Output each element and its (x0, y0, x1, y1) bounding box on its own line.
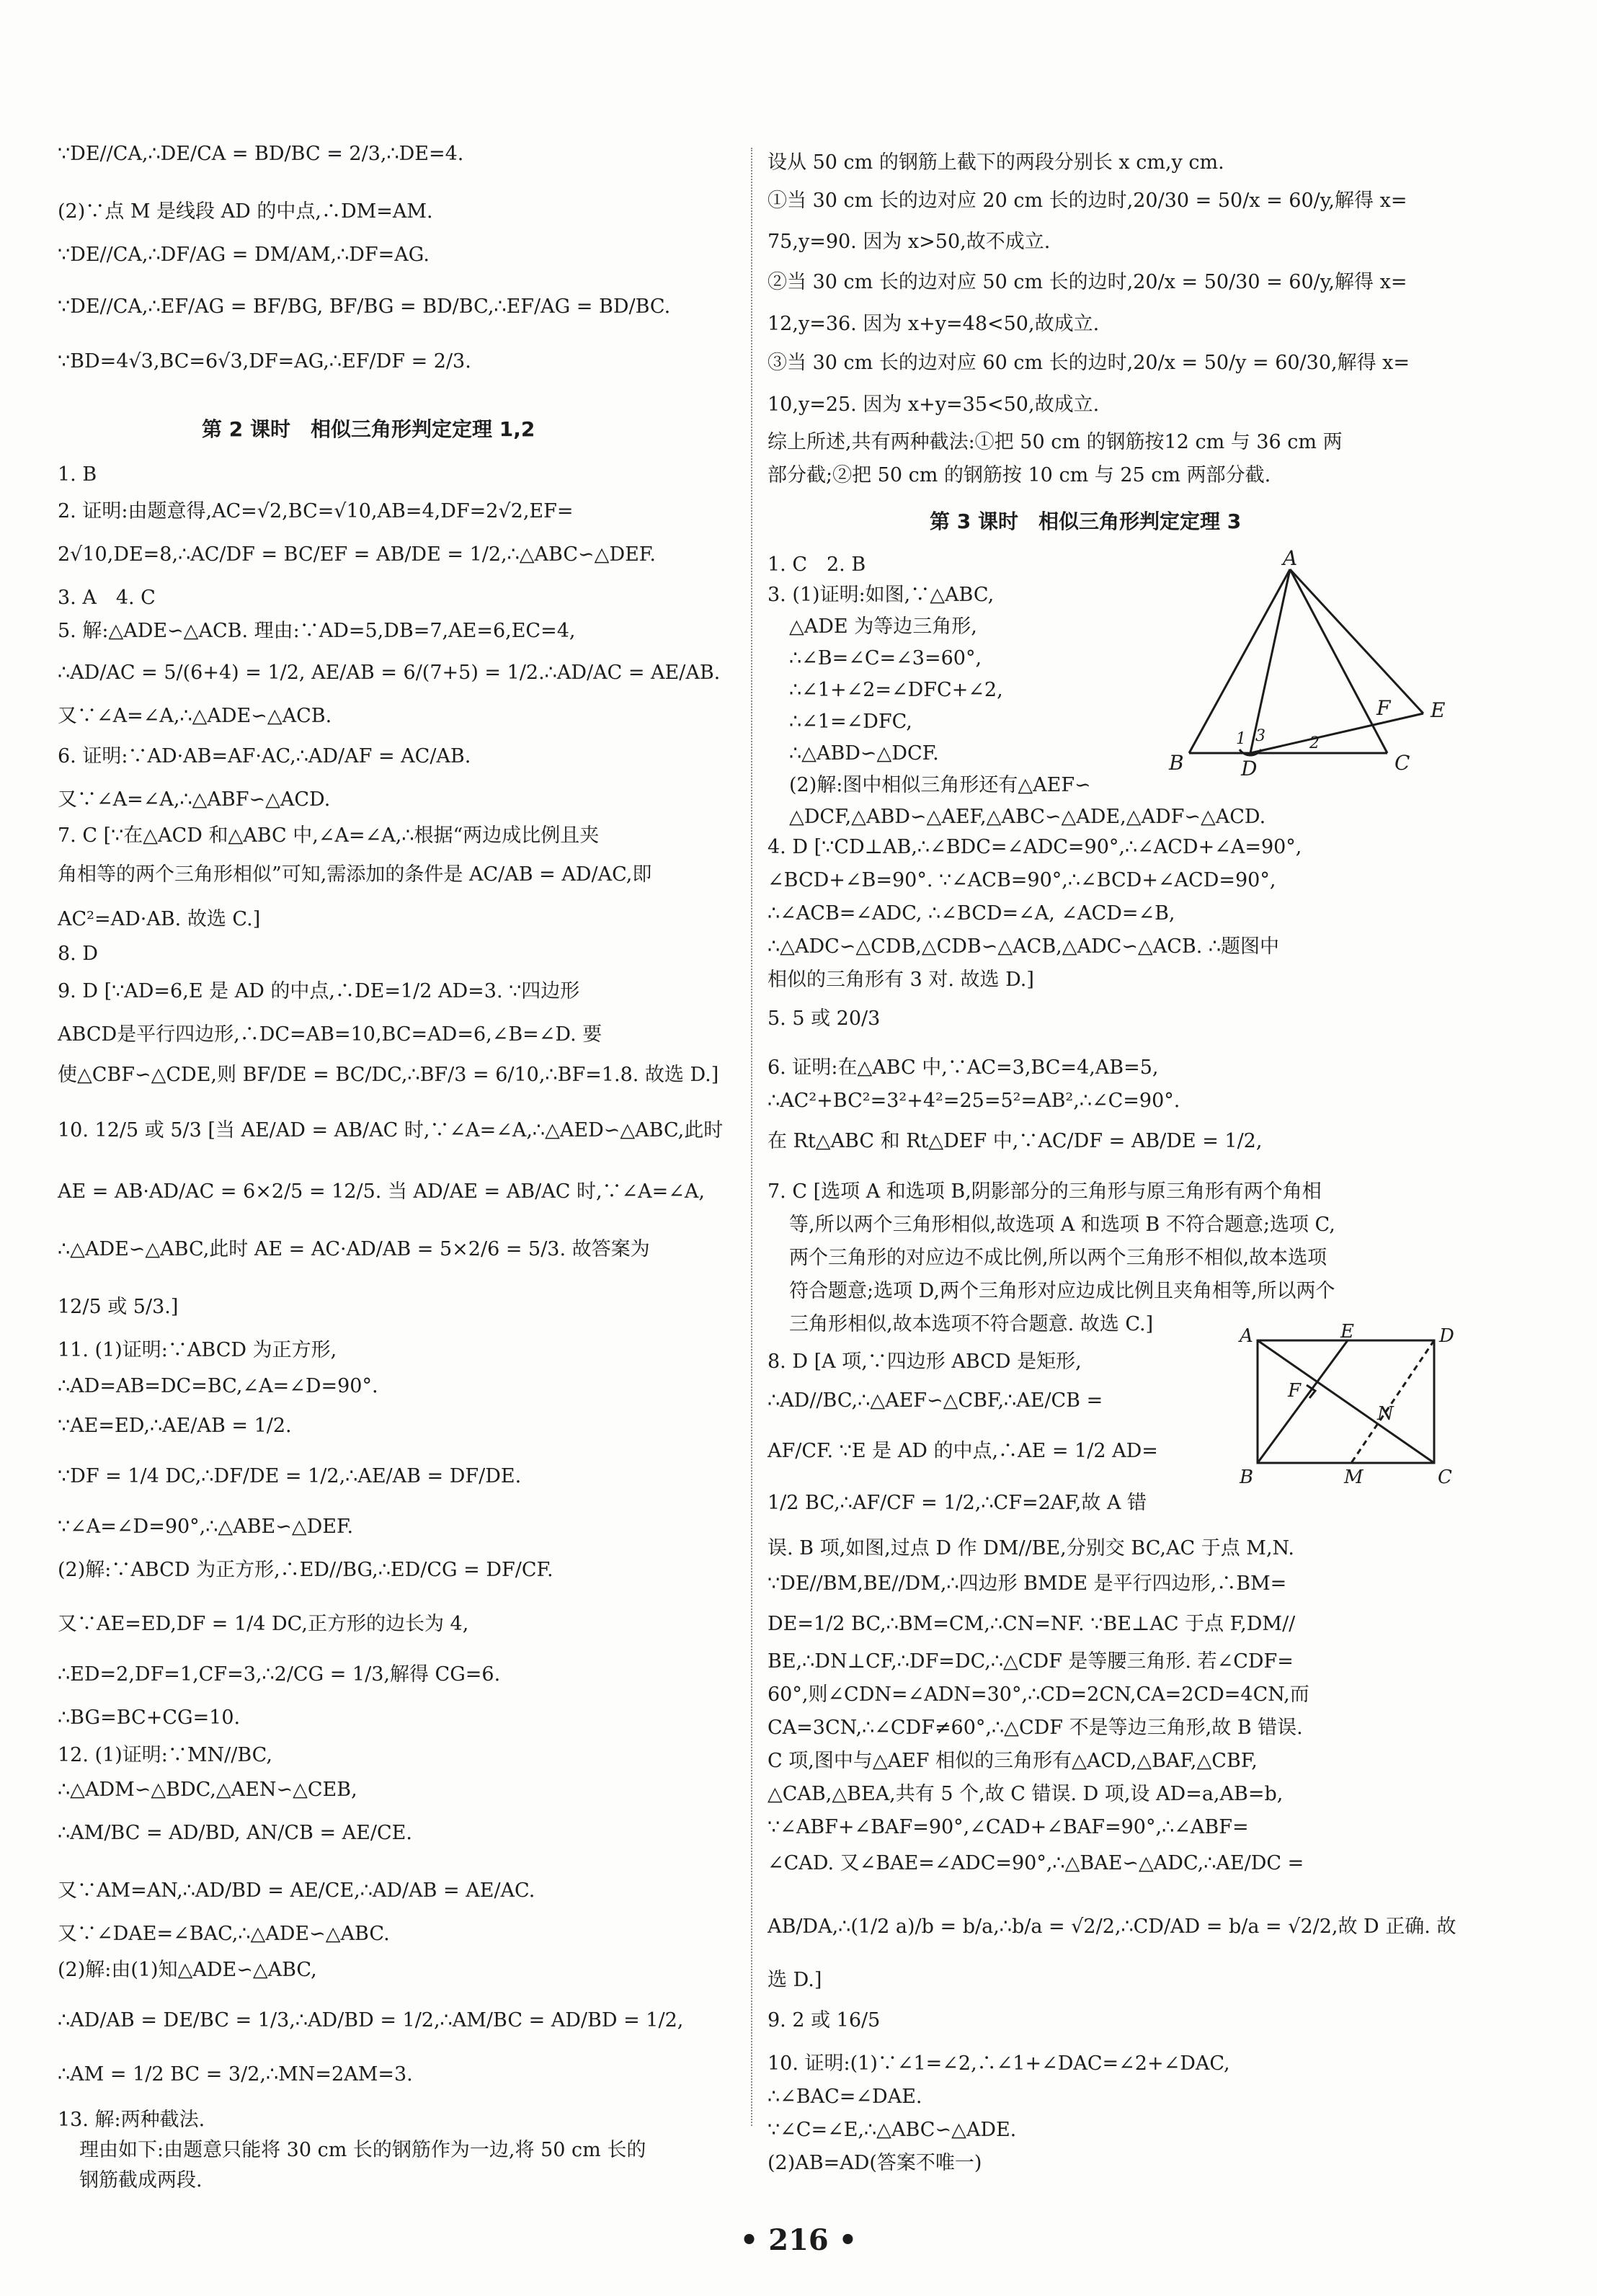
text-line: 12. (1)证明:∵MN//BC, (58, 1744, 272, 1766)
text-line: (2)∵点 M 是线段 AD 的中点,∴DM=AM. (58, 200, 433, 223)
text-line: ∴AD//BC,∴△AEF∽△CBF,∴AE/CB = (768, 1389, 1103, 1412)
text-line: 9. 2 或 16/5 (768, 2009, 881, 2032)
text-line: ∴△ADM∽△BDC,△AEN∽△CEB, (58, 1779, 357, 1801)
text-line: ∴ED=2,DF=1,CF=3,∴2/CG = 1/3,解得 CG=6. (58, 1663, 501, 1686)
text-line: ∴△ADC∽△CDB,△CDB∽△ACB,△ADC∽△ACB. ∴题图中 (768, 935, 1280, 958)
text-line: ∵∠ABF+∠BAF=90°,∠CAD+∠BAF=90°,∴∠ABF= (768, 1816, 1249, 1838)
text-line: 钢筋截成两段. (79, 2169, 203, 2192)
text-line: 3. A 4. C (58, 587, 156, 609)
text-line: 设从 50 cm 的钢筋上截下的两段分别长 x cm,y cm. (768, 151, 1224, 174)
text-line: BE,∴DN⊥CF,∴DF=DC,∴△CDF 是等腰三角形. 若∠CDF= (768, 1650, 1294, 1673)
text-line: 角相等的两个三角形相似”可知,需添加的条件是 AC/AB = AD/AC,即 (58, 863, 652, 886)
text-line: 又∵AM=AN,∴AD/BD = AE/CE,∴AD/AB = AE/AC. (58, 1879, 535, 1902)
text-line: 三角形相似,故本选项不符合题意. 故选 C.] (789, 1313, 1154, 1335)
text-line: ∴BG=BC+CG=10. (58, 1707, 241, 1729)
text-line: ∴∠B=∠C=∠3=60°, (789, 647, 982, 669)
text-line: ∴∠1+∠2=∠DFC+∠2, (789, 679, 1003, 701)
text-line: (2)解:由(1)知△ADE∽△ABC, (58, 1959, 317, 1981)
text-line: 1. C 2. B (768, 553, 866, 576)
fig1-label: B (1169, 751, 1184, 775)
text-line: DE=1/2 BC,∴BM=CM,∴CN=NF. ∵BE⊥AC 于点 F,DM// (768, 1613, 1296, 1635)
text-line: 2√10,DE=8,∴AC/DF = BC/EF = AB/DE = 1/2,∴△ABC∽△DEF. (58, 543, 656, 566)
text-line: ∴AD/AC = 5/(6+4) = 1/2, AE/AB = 6/(7+5) = 1/2.∴AD/AC = AE/AB. (58, 662, 721, 684)
text-line: 选 D.] (768, 1969, 822, 1991)
text-line: 又∵∠A=∠A,∴△ABF∽△ACD. (58, 788, 331, 811)
fig2-label: C (1438, 1467, 1452, 1488)
text-line: 13. 解:两种截法. (58, 2109, 205, 2131)
text-line: ∴AD/AB = DE/BC = 1/3,∴AD/BD = 1/2,∴AM/BC = AD/BD = 1/2, (58, 2009, 684, 2032)
text-line: ∴AC²+BC²=3²+4²=25=5²=AB²,∴∠C=90°. (768, 1090, 1180, 1112)
text-line: △CAB,△BEA,共有 5 个,故 C 错误. D 项,设 AD=a,AB=b, (768, 1783, 1284, 1805)
triangle-figure (1167, 546, 1463, 786)
fig1-label: 3 (1255, 727, 1265, 745)
text-line: ABCD是平行四边形,∴DC=AB=10,BC=AD=6,∠B=∠D. 要 (58, 1023, 602, 1046)
text-line: 5. 解:△ADE∽△ACB. 理由:∵AD=5,DB=7,AE=6,EC=4, (58, 620, 576, 642)
text-line: 符合题意;选项 D,两个三角形对应边成比例且夹角相等,所以两个 (789, 1280, 1335, 1302)
text-line: 5. 5 或 20/3 (768, 1007, 881, 1030)
text-line: 综上所述,共有两种截法:①把 50 cm 的钢筋按12 cm 与 36 cm 两 (768, 431, 1343, 453)
fig2-label: N (1377, 1403, 1394, 1425)
text-line: ∵BD=4√3,BC=6√3,DF=AG,∴EF/DF = 2/3. (58, 350, 471, 373)
text-line: 又∵∠DAE=∠BAC,∴△ADE∽△ABC. (58, 1923, 390, 1945)
text-line: 60°,则∠CDN=∠ADN=30°,∴CD=2CN,CA=2CD=4CN,而 (768, 1683, 1309, 1706)
fig2-label: B (1240, 1467, 1254, 1488)
text-line: 7. C [∵在△ACD 和△ABC 中,∠A=∠A,∴根据“两边成比例且夹 (58, 824, 600, 847)
text-line: 又∵∠A=∠A,∴△ADE∽△ACB. (58, 705, 332, 727)
text-line: ∴∠BAC=∠DAE. (768, 2086, 922, 2108)
text-line: ∵DF = 1/4 DC,∴DF/DE = 1/2,∴AE/AB = DF/DE. (58, 1465, 522, 1487)
fig2-label: E (1340, 1321, 1354, 1343)
text-line: ∴△ADE∽△ABC,此时 AE = AC·AD/AB = 5×2/6 = 5/3. 故答案为 (58, 1238, 650, 1260)
text-line: ∴AM/BC = AD/BD, AN/CB = AE/CE. (58, 1822, 412, 1844)
text-line: ∴AD=AB=DC=BC,∠A=∠D=90°. (58, 1375, 378, 1397)
text-line: 12/5 或 5/3.] (58, 1296, 179, 1318)
fig2-label: M (1344, 1467, 1364, 1488)
column-divider (751, 148, 752, 2126)
text-line: 11. (1)证明:∵ABCD 为正方形, (58, 1339, 337, 1361)
text-line: 两个三角形的对应边不成比例,所以两个三角形不相似,故本选项 (789, 1247, 1327, 1269)
fig2-label: A (1240, 1325, 1253, 1347)
fig1-label: F (1376, 696, 1391, 720)
text-line: ∵AE=ED,∴AE/AB = 1/2. (58, 1415, 292, 1437)
text-line: C 项,图中与△AEF 相似的三角形有△ACD,△BAF,△CBF, (768, 1750, 1258, 1772)
text-line: 7. C [选项 A 和选项 B,阴影部分的三角形与原三角形有两个角相 (768, 1180, 1322, 1203)
text-line: 6. 证明:∵AD·AB=AF·AC,∴AD/AF = AC/AB. (58, 745, 471, 767)
text-line: (2)解:图中相似三角形还有△AEF∽ (789, 774, 1091, 796)
fig1-label: C (1394, 751, 1410, 775)
page-number: • 216 • (739, 2223, 858, 2257)
fig1-label: 2 (1309, 734, 1320, 752)
text-line: △ADE 为等边三角形, (789, 615, 977, 638)
fig2-label: F (1288, 1380, 1302, 1402)
text-line: 使△CBF∽△CDE,则 BF/DE = BC/DC,∴BF/3 = 6/10,∴BF=1.8. 故选 D.] (58, 1064, 719, 1086)
text-line: ②当 30 cm 长的边对应 50 cm 长的边时,20/x = 50/30 = 60/y,解得 x= (768, 271, 1407, 293)
text-line: 理由如下:由题意只能将 30 cm 长的钢筋作为一边,将 50 cm 长的 (79, 2139, 646, 2161)
text-line: 8. D [A 项,∵四边形 ABCD 是矩形, (768, 1351, 1082, 1373)
fig1-label: 1 (1236, 730, 1246, 748)
fig1-label: E (1431, 698, 1446, 722)
rectangle-figure (1236, 1321, 1454, 1492)
text-line: 9. D [∵AD=6,E 是 AD 的中点,∴DE=1/2 AD=3. ∵四边形 (58, 980, 580, 1002)
text-line: 相似的三角形有 3 对. 故选 D.] (768, 969, 1034, 991)
section-heading: 第 3 课时 相似三角形判定定理 3 (930, 510, 1242, 533)
text-line: 10. 证明:(1)∵∠1=∠2,∴∠1+∠DAC=∠2+∠DAC, (768, 2052, 1230, 2075)
text-line: 75,y=90. 因为 x>50,故不成立. (768, 231, 1051, 253)
text-line: ∵∠A=∠D=90°,∴△ABE∽△DEF. (58, 1516, 354, 1538)
text-line: 12,y=36. 因为 x+y=48<50,故成立. (768, 313, 1100, 335)
text-line: 1/2 BC,∴AF/CF = 1/2,∴CF=2AF,故 A 错 (768, 1492, 1147, 1514)
text-line: ∠BCD+∠B=90°. ∵∠ACB=90°,∴∠BCD+∠ACD=90°, (768, 869, 1276, 891)
fig2-label: D (1439, 1325, 1454, 1347)
text-line: 6. 证明:在△ABC 中,∵AC=3,BC=4,AB=5, (768, 1056, 1159, 1079)
text-line: 在 Rt△ABC 和 Rt△DEF 中,∵AC/DF = AB/DE = 1/2, (768, 1130, 1263, 1152)
text-line: ∵DE//BM,BE//DM,∴四边形 BMDE 是平行四边形,∴BM= (768, 1572, 1287, 1595)
text-line: AF/CF. ∵E 是 AD 的中点,∴AE = 1/2 AD= (768, 1440, 1158, 1462)
text-line: 3. (1)证明:如图,∵△ABC, (768, 584, 995, 606)
text-line: 1. B (58, 463, 97, 486)
text-line: AE = AB·AD/AC = 6×2/5 = 12/5. 当 AD/AE = AB/AC 时,∵∠A=∠A, (58, 1180, 705, 1203)
text-line: ∴∠ACB=∠ADC, ∴∠BCD=∠A, ∠ACD=∠B, (768, 902, 1175, 925)
text-line: AC²=AD·AB. 故选 C.] (58, 908, 261, 930)
text-line: 误. B 项,如图,过点 D 作 DM//BE,分别交 BC,AC 于点 M,N. (768, 1537, 1295, 1559)
fig1-label: A (1283, 546, 1298, 570)
section-heading: 第 2 课时 相似三角形判定定理 1,2 (202, 417, 535, 441)
text-line: 10,y=25. 因为 x+y=35<50,故成立. (768, 393, 1100, 416)
text-line: ∠CAD. 又∠BAE=∠ADC=90°,∴△BAE∽△ADC,∴AE/DC = (768, 1852, 1304, 1874)
text-line: 部分截;②把 50 cm 的钢筋按 10 cm 与 25 cm 两部分截. (768, 464, 1271, 486)
text-line: 10. 12/5 或 5/3 [当 AE/AD = AB/AC 时,∵∠A=∠A,∴△AED∽△ABC,此时 (58, 1119, 724, 1142)
text-line: ∴△ABD∽△DCF. (789, 742, 939, 765)
text-line: ∵∠C=∠E,∴△ABC∽△ADE. (768, 2119, 1017, 2141)
text-line: (2)AB=AD(答案不唯一) (768, 2152, 982, 2174)
text-line: (2)解:∵ABCD 为正方形,∴ED//BG,∴ED/CG = DF/CF. (58, 1559, 553, 1581)
text-line: ③当 30 cm 长的边对应 60 cm 长的边时,20/x = 50/y = 60/30,解得 x= (768, 352, 1410, 374)
fig1-label: D (1241, 757, 1258, 780)
text-line: ∵DE//CA,∴DE/CA = BD/BC = 2/3,∴DE=4. (58, 143, 464, 165)
text-line: ∵DE//CA,∴EF/AG = BF/BG, BF/BG = BD/BC,∴EF/AG = BD/BC. (58, 295, 671, 318)
text-line: 2. 证明:由题意得,AC=√2,BC=√10,AB=4,DF=2√2,EF= (58, 500, 574, 522)
text-line: 等,所以两个三角形相似,故选项 A 和选项 B 不符合题意;选项 C, (789, 1214, 1335, 1236)
text-line: 又∵AE=ED,DF = 1/4 DC,正方形的边长为 4, (58, 1613, 469, 1635)
text-line: △DCF,△ABD∽△AEF,△ABC∽△ADE,△ADF∽△ACD. (789, 806, 1266, 828)
text-line: 4. D [∵CD⊥AB,∴∠BDC=∠ADC=90°,∴∠ACD+∠A=90°, (768, 836, 1302, 858)
text-line: ∴AM = 1/2 BC = 3/2,∴MN=2AM=3. (58, 2063, 413, 2086)
text-line: CA=3CN,∴∠CDF≠60°,∴△CDF 不是等边三角形,故 B 错误. (768, 1717, 1303, 1739)
text-line: AB/DA,∴(1/2 a)/b = b/a,∴b/a = √2/2,∴CD/AD = b/a = √2/2,故 D 正确. 故 (768, 1915, 1456, 1938)
text-line: ①当 30 cm 长的边对应 20 cm 长的边时,20/30 = 50/x = 60/y,解得 x= (768, 190, 1407, 212)
text-line: 8. D (58, 943, 98, 965)
text-line: ∴∠1=∠DFC, (789, 711, 912, 733)
text-line: ∵DE//CA,∴DF/AG = DM/AM,∴DF=AG. (58, 244, 430, 266)
